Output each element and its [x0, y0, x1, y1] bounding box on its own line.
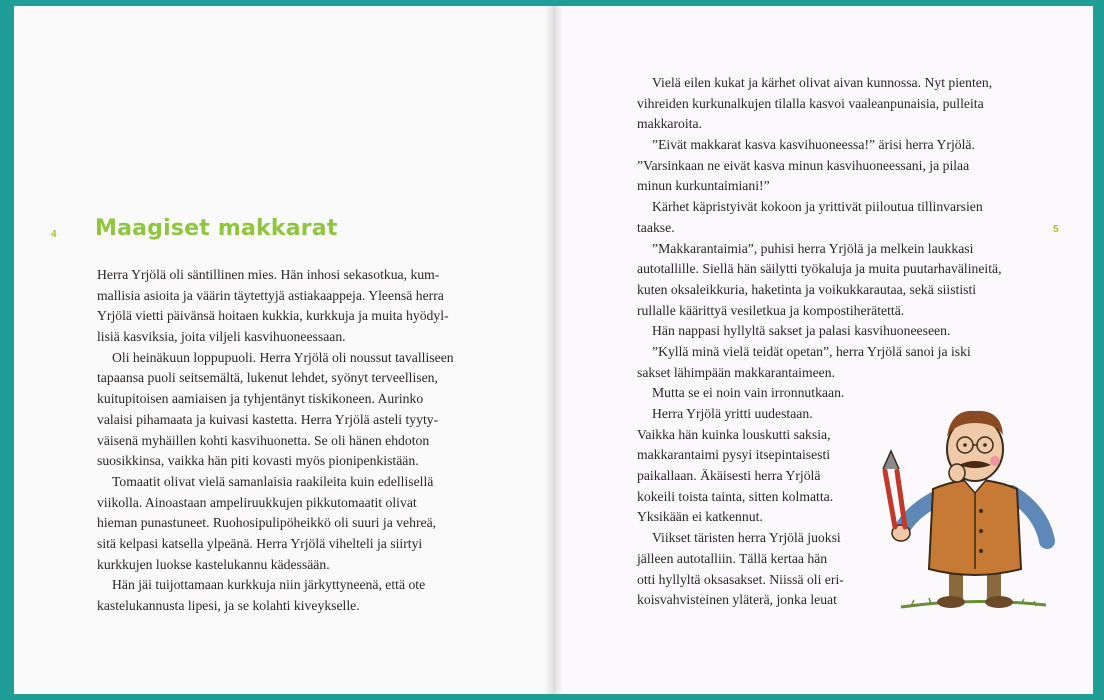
text-line: ”Kyllä minä vielä teidät opetan”, herra Yrjölä sanoi ja iski [652, 343, 971, 359]
text-line: Yrjölä vietti päivänsä hoitaen kukkia, kurkkuja ja muita hyödyl- [97, 308, 449, 324]
text-line: ”Makkarantaimia”, puhisi herra Yrjölä ja melkein laukkasi [652, 240, 974, 256]
text-line: sitä kelpasi katsella ylpeänä. Herra Yrjölä viheltеli ja siirtyi [97, 535, 423, 551]
text-line: kurkkujen luokse kastelukannu kädessään. [97, 556, 330, 572]
text-line: vihreiden kurkunalkujen tilalla kasvoi vaaleanpunaisia, pulleita [637, 95, 984, 111]
text-line: lisiä kasviksia, joita viljeli kasvihuoneessaan. [97, 329, 346, 345]
text-line: mallisia asioita ja väärin täytettyjä astiakaappeja. Yleensä herra [97, 287, 444, 303]
text-line: kuitupitoisen aamiaisen ja tyhjentänyt tiskikoneen. Aurinko [97, 391, 424, 407]
text-line: rullalle käärittyä vesiletkua ja kompostiherätettä. [637, 302, 905, 318]
text-line: Vaikka hän kuinka louskutti saksia, [637, 426, 831, 442]
text-line: Mutta se ei noin vain irronnutkaan. [652, 385, 845, 401]
left-page-text [97, 265, 454, 617]
text-line: Kärhet käpristyivät kokoon ja yrittivät piiloutua tillinvarsien [652, 199, 983, 215]
left-page-number: 4 [51, 229, 57, 240]
text-line: kuten oksaleikkuria, haketinta ja voikukkarautaa, sekä siististi [637, 281, 977, 297]
text-line: kokeili toista tainta, sitten kolmatta. [637, 488, 834, 504]
text-line: suosikkinsa, vaikka hän piti kovasti myös pionipenkistään. [97, 453, 419, 469]
right-page [553, 6, 1093, 694]
left-page [14, 6, 553, 694]
chapter-title: Maagiset makkarat [95, 216, 338, 241]
text-line: autotallille. Siellä hän säilytti työkaluja ja muita puutarhavälineitä, [637, 261, 1002, 277]
text-line: makkaroita. [637, 116, 702, 132]
text-line: viikolla. Ainoastaan ampeliruukkujen pikkutomaatit olivat [97, 494, 417, 510]
text-line: Hän nappasi hyllyltä sakset ja palasi kasvihuoneeseen. [652, 323, 951, 339]
text-line: paikallaan. Äkäisesti herra Yrjölä [637, 468, 821, 484]
text-line: koisvahvisteinen yläterä, jonka leuat [637, 592, 837, 608]
text-line: Vielä eilen kukat ja kärhet olivat aivan kunnossa. Nyt pienten, [652, 75, 993, 90]
text-line: kastelukannusta lipesi, ja se kolahti kiveykselle. [97, 598, 360, 613]
gardener-illustration [871, 401, 1071, 616]
text-line: Yksikään ei katkennut. [637, 509, 763, 525]
text-line: Herra Yrjölä yritti uudestaan. [652, 406, 813, 421]
text-line: taakse. [637, 219, 675, 235]
text-line: hieman punastuneet. Ruohosipulipöheikkö oli suuri ja vehreä, [97, 515, 437, 531]
text-line: makkarantaimi pysyi itsepintaisesti [637, 447, 831, 463]
text-line: Herra Yrjölä oli säntillinen mies. Hän inhosi sekasotkua, kum- [97, 267, 440, 282]
text-line: valaisi pihamaata ja kuivasi kastetta. Herra Yrjölä asteli tyyty- [97, 411, 439, 427]
text-line: ”Eivät makkarat kasva kasvihuoneessa!” ärisi herra Yrjölä. [652, 137, 975, 153]
text-line: Hän jäi tuijottamaan kurkkuja niin järkyttyneenä, että ote [112, 577, 426, 593]
text-line: Viikset täristen herra Yrjölä juoksi [652, 530, 841, 546]
text-line: jälleen autotalliin. Tällä kertaa hän [637, 550, 828, 566]
text-line: tapaansa puoli seitsemältä, lukenut lehdet, syönyt terveellisen, [97, 370, 438, 386]
right-page-number: 5 [1053, 224, 1059, 235]
text-line: sakset lähimpään makkarantaimeen. [637, 364, 836, 380]
text-line: ”Varsinkaan ne eivät kasva minun kasvihuoneessani, ja pilaa [637, 157, 970, 173]
text-line: minun kurkuntaimiani!” [637, 178, 770, 194]
text-line: otti hyllyltä oksasakset. Niissä oli eri- [637, 571, 844, 587]
book-gutter [545, 6, 563, 694]
text-line: väisenä myhäillen kohti kasvihuonetta. Se oli hänen ehdoton [97, 432, 430, 448]
text-line: Tomaatit olivat vielä samanlaisia raakileita kuin edellisellä [112, 473, 434, 489]
text-line: Oli heinäkuun loppupuoli. Herra Yrjölä oli noussut tavalliseen [112, 349, 454, 365]
